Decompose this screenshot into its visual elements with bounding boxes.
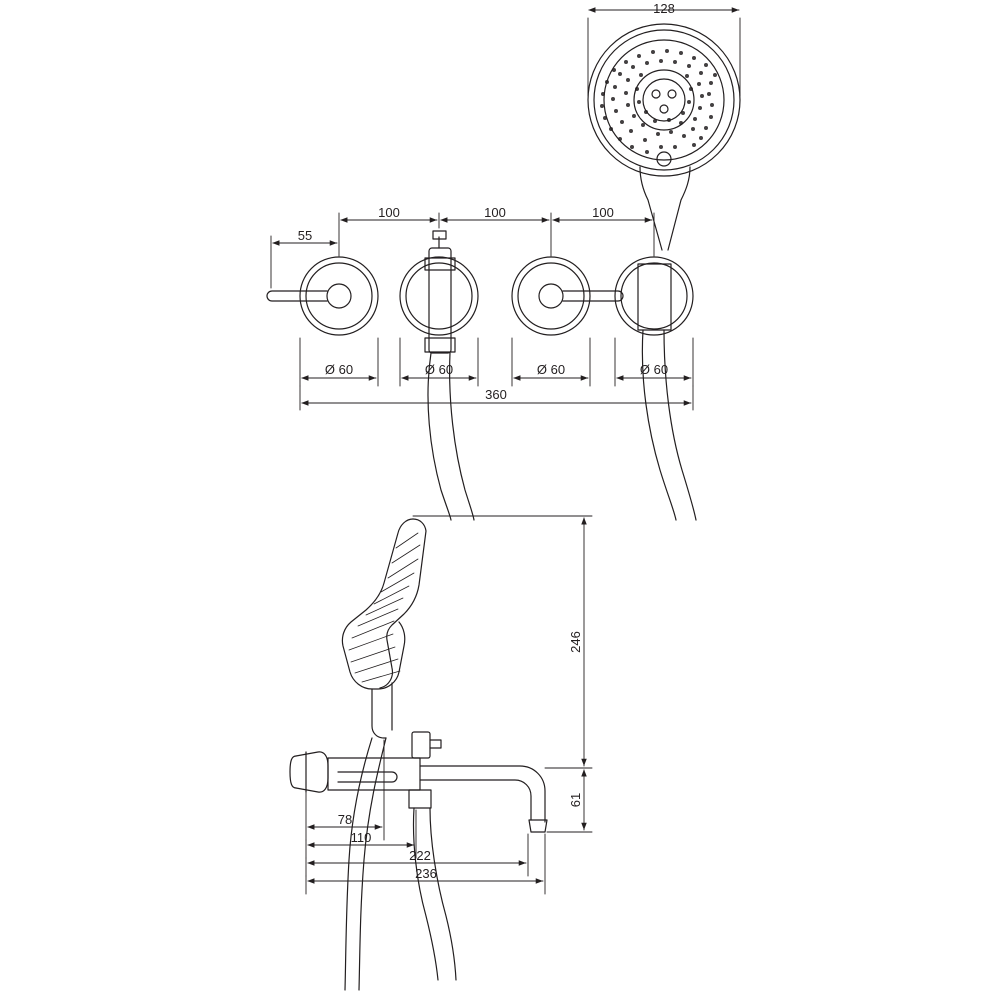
dim-label-236: 236: [415, 866, 437, 881]
dim-label-dia-1: Ø 60: [324, 362, 354, 377]
handshower-side: [342, 519, 426, 738]
dim-label-dia-3: Ø 60: [536, 362, 566, 377]
dim-label-78: 78: [337, 812, 353, 827]
dim-label-246: 246: [568, 631, 583, 653]
handshower-handle-top: [640, 152, 690, 250]
shower-hose-top: [639, 330, 696, 520]
shower-outlet-rosette: [615, 257, 693, 335]
dim-label-222: 222: [409, 848, 431, 863]
dim-label-100-3: 100: [592, 205, 614, 220]
dim-label-dia-2: Ø 60: [424, 362, 454, 377]
dim-label-128: 128: [653, 1, 675, 16]
rosette-2-with-lever: [512, 257, 623, 335]
dim-128: [588, 10, 740, 96]
dim-diameters: [300, 338, 693, 386]
dim-label-360: 360: [485, 387, 507, 402]
dim-label-55: 55: [297, 228, 313, 243]
dim-label-110: 110: [350, 830, 372, 845]
handshower-head-top: [588, 24, 740, 176]
handshower-hose-side: [345, 738, 386, 990]
thermostat-valve-center: [400, 231, 478, 353]
dim-label-100-2: 100: [484, 205, 506, 220]
dim-236: [306, 834, 545, 894]
rosette-1-with-lever: [267, 257, 378, 335]
dim-label-dia-4: Ø 60: [639, 362, 669, 377]
dim-label-100-1: 100: [378, 205, 400, 220]
dim-label-61: 61: [568, 792, 583, 808]
dim-246: [413, 516, 592, 768]
